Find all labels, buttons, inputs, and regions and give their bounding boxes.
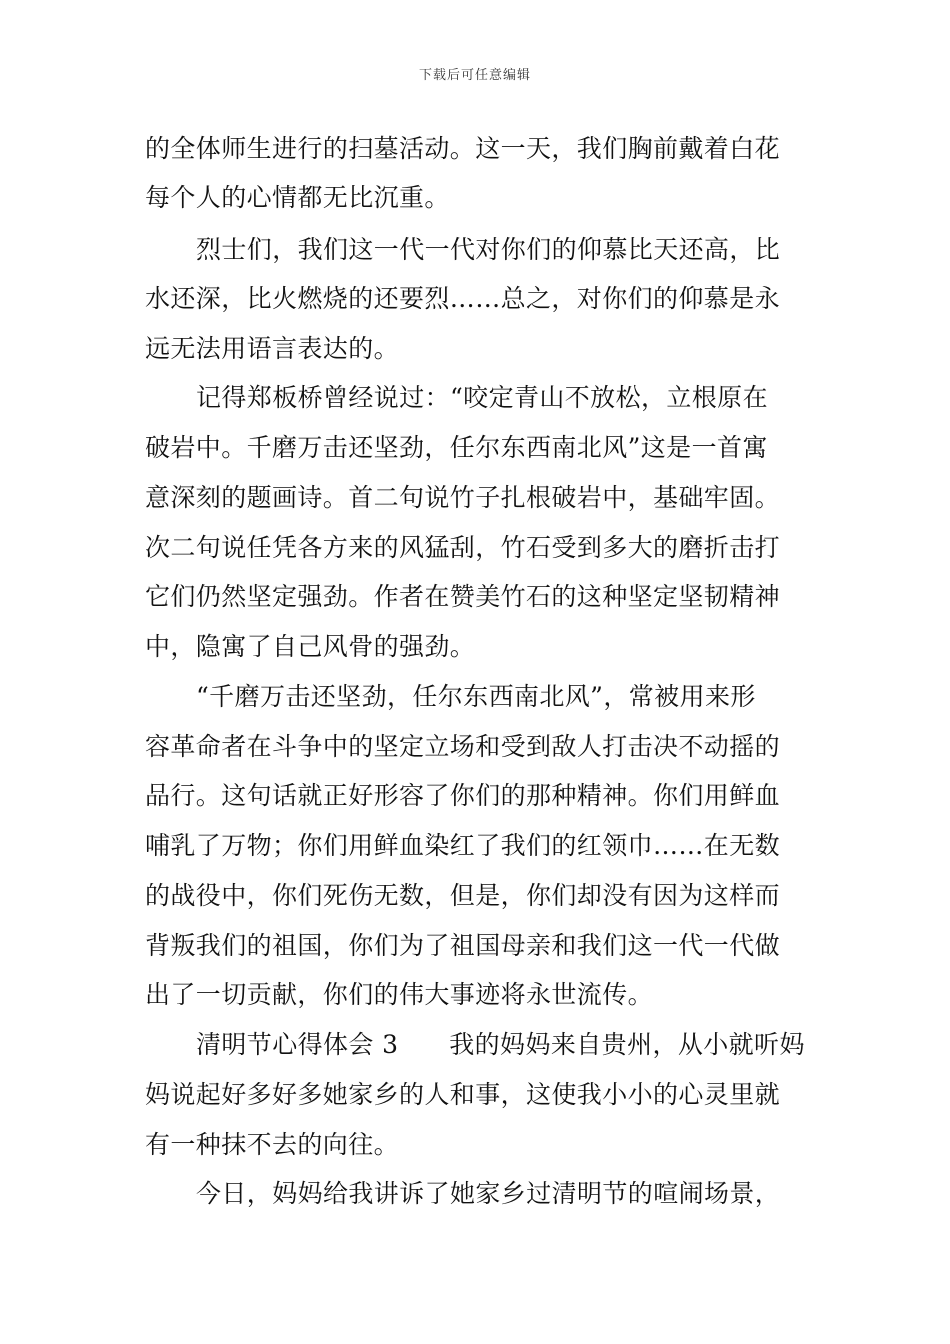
text-line: 的战役中，你们死伤无数，但是，你们却没有因为这样而 [145,881,781,910]
text-line: 烈士们，我们这一代一代对你们的仰慕比天还高，比 [196,235,781,264]
text-line: 清明节心得体会 3 我的妈妈来自贵州，从小就听妈 [196,1030,805,1059]
text-line: 意深刻的题画诗。首二句说竹子扎根破岩中，基础牢固。 [145,483,781,512]
text-line: 中，隐寓了自己风骨的强劲。 [145,632,476,661]
text-line: 有一种抹不去的向往。 [145,1130,400,1159]
text-line: 妈说起好多好多她家乡的人和事，这使我小小的心灵里就 [145,1080,781,1109]
text-line: 远无法用语言表达的。 [145,334,400,363]
text-line: “千磨万击还坚劲，任尔东西南北风”，常被用来形 [196,682,756,711]
text-line: 破岩中。千磨万击还坚劲，任尔东西南北风”这是一首寓 [145,433,768,462]
text-line: 容革命者在斗争中的坚定立场和受到敌人打击决不动摇的 [145,732,781,761]
text-line: 次二句说任凭各方来的风猛刮，竹石受到多大的磨折击打 [145,533,781,562]
text-line: 记得郑板桥曾经说过：“咬定青山不放松，立根原在 [196,383,768,412]
text-line: 的全体师生进行的扫墓活动。这一天，我们胸前戴着白花 [145,134,781,163]
text-line: 今日，妈妈给我讲诉了她家乡过清明节的喧闹场景， [196,1179,781,1208]
text-line: 它们仍然坚定强劲。作者在赞美竹石的这种坚定坚韧精神 [145,582,781,611]
text-line: 出了一切贡献，你们的伟大事迹将永世流传。 [145,980,654,1009]
text-line: 背叛我们的祖国，你们为了祖国母亲和我们这一代一代做 [145,931,781,960]
text-line: 品行。这句话就正好形容了你们的那种精神。你们用鲜血 [145,781,781,810]
text-line: 每个人的心情都无比沉重。 [145,183,450,212]
text-line: 水还深，比火燃烧的还要烈……总之，对你们的仰慕是永 [145,284,781,313]
text-line: 哺乳了万物；你们用鲜血染红了我们的红领巾……在无数 [145,831,781,860]
page-header-note: 下载后可任意编辑 [418,68,531,83]
